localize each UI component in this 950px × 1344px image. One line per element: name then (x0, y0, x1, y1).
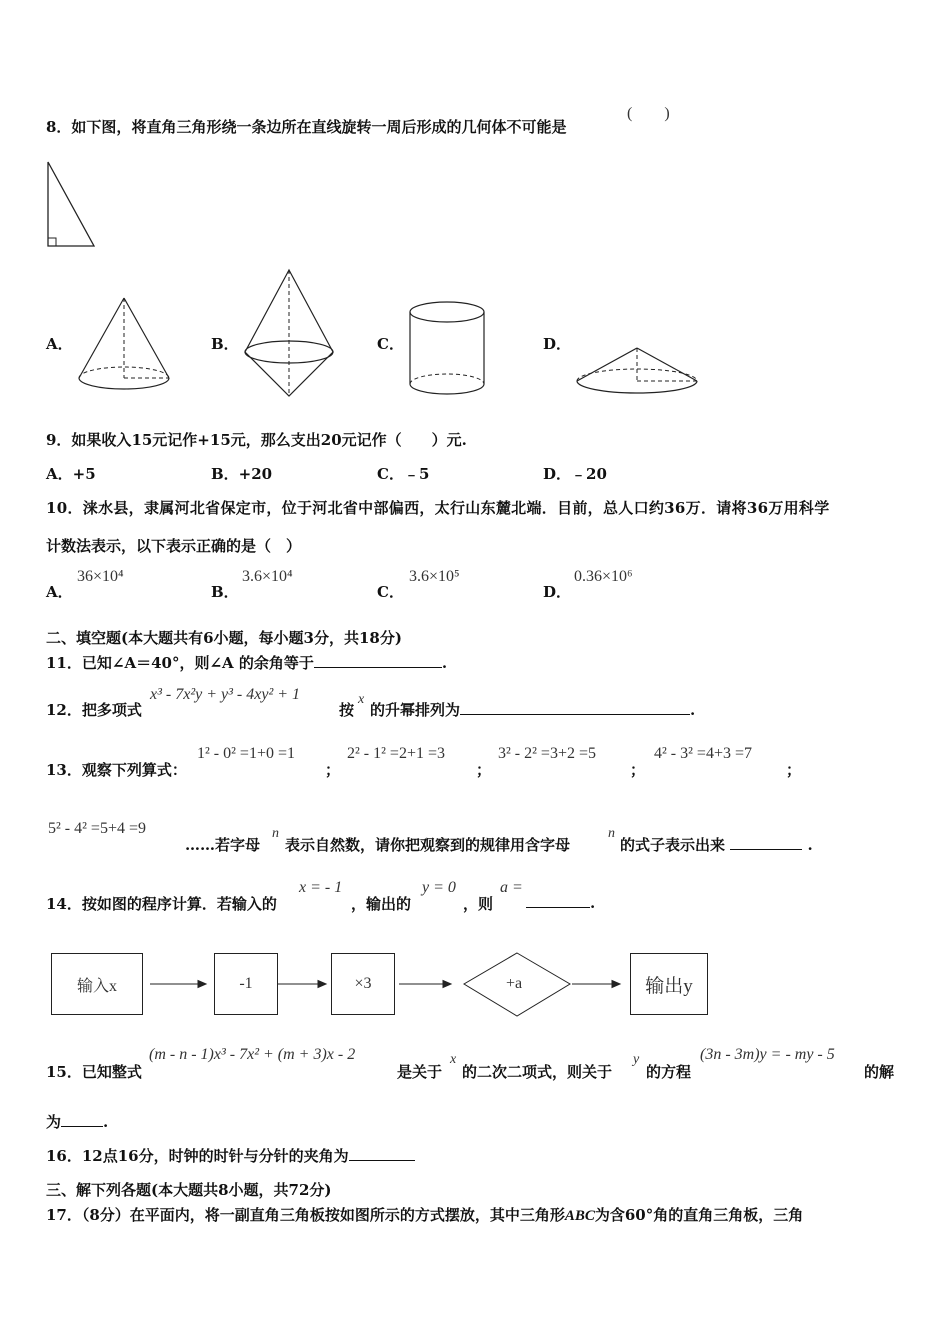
q13-tail-3-text: 的式子表示出来 (620, 836, 726, 854)
q9-option-c[interactable]: C．﹣5 (377, 465, 430, 483)
q13-tail-2: 表示自然数，请你把观察到的规律用含字母 (285, 836, 571, 854)
section-2-heading: 二、填空题(本大题共有6小题，每小题3分，共18分) (46, 629, 402, 647)
q14-mid2: ，则 (463, 895, 494, 913)
q15-mid2: 的二次二项式，则关于 (462, 1063, 613, 1081)
q13-n-1: n (272, 826, 279, 841)
q14-y-eq: y = 0 (422, 879, 456, 896)
q17 (46, 1204, 803, 1225)
flow-times-three-label: ×3 (354, 975, 372, 992)
q12-expression: x³ - 7x²y + y³ - 4xy² + 1 (150, 686, 301, 703)
flow-arrow-1-head (198, 981, 206, 988)
q10-option-b-value: 3.6×10⁴ (242, 568, 293, 585)
q13-eq-1: 1² - 0² =1+0 =1 (197, 745, 295, 762)
q16-text: 16．12点16分，时钟的时针与分针的夹角为 (46, 1147, 349, 1165)
q14-pre: 14．按如图的程序计算．若输入的 (46, 895, 277, 913)
flow-arrow-4-head (612, 981, 620, 988)
q15-equation: (3n - 3m)y = - my - 5 (700, 1046, 835, 1063)
q15-line2-text: 为 (46, 1113, 62, 1131)
q15-mid3: 的方程 (646, 1063, 692, 1081)
q15-tail: 的解 (864, 1063, 895, 1081)
q13-n-2: n (608, 826, 615, 841)
q8-option-c-label[interactable]: C． (377, 335, 404, 353)
flow-minus-one-label: -1 (239, 975, 253, 992)
q16-answer-blank[interactable] (349, 1146, 415, 1161)
q10-line2: 计数法表示，以下表示正确的是（ ） (46, 537, 302, 555)
q15-answer-blank[interactable] (61, 1112, 103, 1127)
q13-eq-4: 4² - 3² =4+3 =7 (654, 745, 752, 762)
q14-end: . (590, 894, 596, 912)
q11-text: 11．已知∠A＝40°，则∠A 的余角等于 (46, 654, 314, 672)
q10-option-a-value: 36×10⁴ (77, 568, 124, 585)
q13-pre: 13．观察下列算式： (46, 761, 187, 779)
q10-option-c-label[interactable]: C． (377, 583, 404, 601)
q10-option-d-value: 0.36×10⁶ (574, 568, 633, 585)
section-3-heading: 三、解下列各题(本大题共8小题，共72分) (46, 1181, 332, 1199)
q13-eq-3: 3² - 2² =3+2 =5 (498, 745, 596, 762)
flow-input-label: 输入x (76, 977, 117, 995)
q13-tail-1: ……若字母 (185, 836, 261, 854)
q15-y: y (633, 1052, 640, 1067)
q12-post-text: 的升幂排列为 (370, 701, 461, 719)
q14-a-eq: a = (500, 879, 523, 896)
q8-option-d-label[interactable]: D． (543, 335, 572, 353)
q10-option-a-label[interactable]: A． (46, 583, 73, 601)
flow-arrow-3-head (443, 981, 451, 988)
q17-abc: ABC (564, 1208, 595, 1224)
q12-pre: 12．把多项式 (46, 701, 142, 719)
q12-var-x: x (358, 692, 365, 707)
q14-x-eq: x = - 1 (299, 879, 343, 896)
q9-text: 9．如果收入15元记作+15元，那么支出20元记作（ ）元. (46, 431, 467, 449)
q9-option-d[interactable]: D．﹣20 (543, 465, 607, 483)
q16 (46, 1145, 415, 1166)
q15-line2 (46, 1111, 108, 1132)
q15-end: . (103, 1113, 109, 1131)
q15-pre: 15．已知整式 (46, 1063, 142, 1081)
q13-sep-1: ； (325, 761, 341, 779)
q8-text: 8．如下图，将直角三角形绕一条边所在直线旋转一周后形成的几何体不可能是 (46, 118, 567, 136)
q14-mid: ，输出的 (351, 895, 412, 913)
flow-plus-a-label: +a (506, 975, 523, 992)
q9-option-a[interactable]: A．+5 (46, 465, 96, 483)
q8-paren: ( ) (627, 105, 670, 122)
q9-option-b[interactable]: B．+20 (211, 465, 273, 483)
q13-eq-5: 5² - 4² =5+4 =9 (48, 820, 146, 837)
q10-line1: 10．涞水县，隶属河北省保定市，位于河北省中部偏西，太行山东麓北端．目前，总人口约36万．请将36万用科学 (46, 499, 830, 517)
q17-text: 17．（8分）在平面内，将一副直角三角板按如图所示的方式摆放，其中三角形 (46, 1206, 565, 1224)
q13-end: . (807, 836, 813, 854)
q13-sep-3: ； (630, 761, 646, 779)
q8-option-a-label[interactable]: A． (46, 335, 73, 353)
q15-expression: (m - n - 1)x³ - 7x² + (m + 3)x - 2 (149, 1046, 356, 1063)
q13-eq-2: 2² - 1² =2+1 =3 (347, 745, 445, 762)
flow-arrow-2-head (318, 981, 326, 988)
q10-option-c-value: 3.6×10⁵ (409, 568, 460, 585)
q15-mid: 是关于 (397, 1063, 443, 1081)
q15-x: x (450, 1052, 457, 1067)
q11-end: . (441, 654, 448, 672)
q17-tail: 为含60°角的直角三角板，三角 (594, 1206, 804, 1224)
q13-sep-2: ； (476, 761, 492, 779)
q12-mid: 按 (339, 701, 355, 719)
flow-output-label: 输出y (645, 975, 693, 997)
q10-option-d-label[interactable]: D． (543, 583, 572, 601)
q13-sep-4: ； (786, 761, 802, 779)
q8-option-b-label[interactable]: B． (211, 335, 239, 353)
q12-end: . (690, 701, 696, 719)
q10-option-b-label[interactable]: B． (211, 583, 239, 601)
